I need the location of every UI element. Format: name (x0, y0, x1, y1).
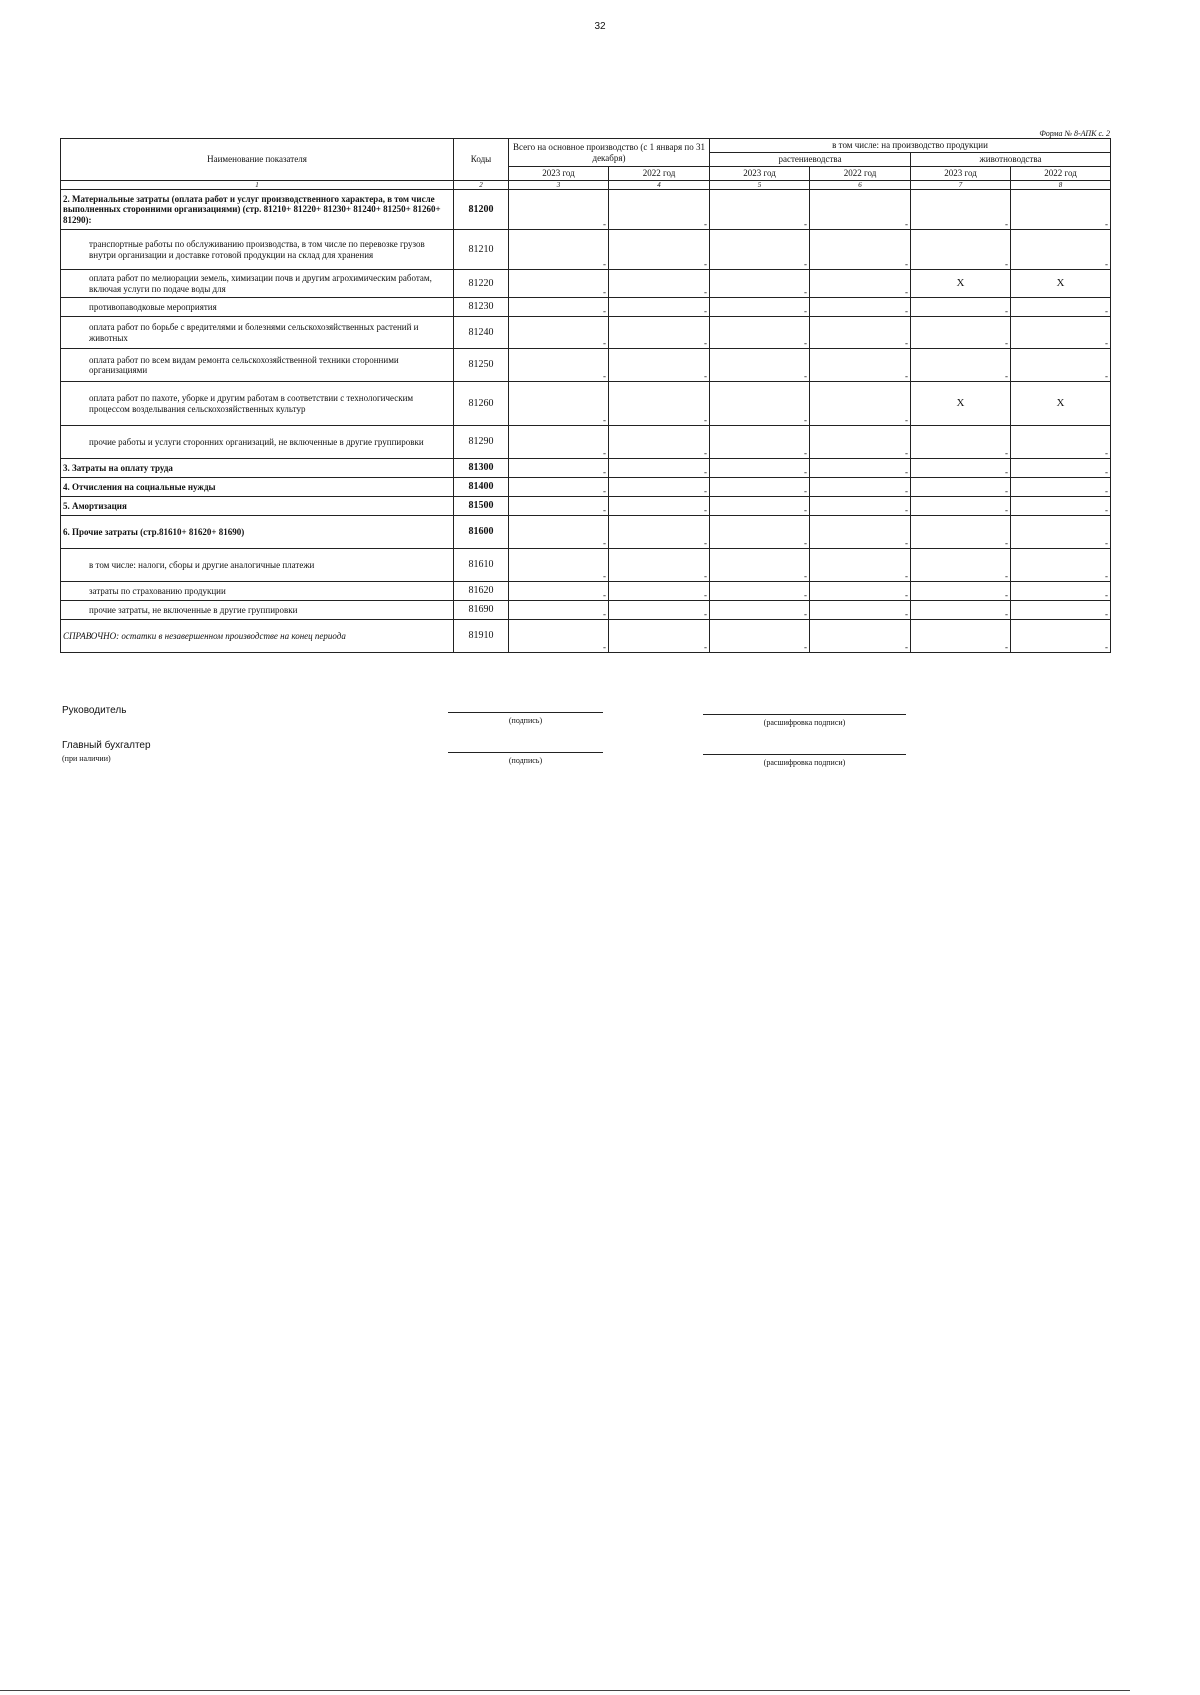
value-cell[interactable] (1011, 582, 1111, 601)
value-cell[interactable] (609, 382, 710, 426)
empty-value-dash: - (603, 571, 606, 582)
empty-value-dash: - (804, 642, 808, 653)
empty-value-dash: - (1105, 590, 1109, 601)
empty-value-dash: - (704, 306, 708, 317)
empty-value-dash: - (1005, 259, 1009, 270)
empty-value-dash: - (1105, 505, 1109, 516)
empty-value-dash: - (704, 467, 708, 478)
header-animal: животноводства (911, 153, 1111, 167)
table-row (61, 549, 1111, 582)
value-cell[interactable] (911, 317, 1011, 349)
row-name: прочие затраты, не включенные в другие группировки (61, 601, 454, 620)
row-name: транспортные работы по обслуживанию производства, в том числе по перевозке грузов внутри организации и доставке готовой продукции на склад для хранения (61, 230, 454, 270)
empty-value-dash: - (1005, 448, 1009, 459)
empty-value-dash: - (905, 467, 909, 478)
value-cell[interactable] (509, 317, 609, 349)
table-row (61, 620, 1111, 653)
value-cell[interactable] (609, 230, 710, 270)
value-cell[interactable] (911, 601, 1011, 620)
empty-value-dash: - (1005, 219, 1009, 230)
table-row (61, 459, 1111, 478)
value-cell[interactable] (1011, 497, 1111, 516)
empty-value-dash: - (804, 467, 808, 478)
table-row (61, 298, 1111, 317)
row-code: 81220 (454, 270, 509, 298)
table-row (61, 382, 1111, 426)
value-cell[interactable] (710, 478, 810, 497)
value-cell[interactable] (1011, 426, 1111, 459)
empty-value-dash: - (603, 259, 606, 270)
value-cell[interactable] (509, 349, 609, 382)
row-code: 81200 (454, 190, 509, 230)
value-cell[interactable] (1011, 549, 1111, 582)
value-cell[interactable] (509, 298, 609, 317)
empty-value-dash: - (905, 371, 909, 382)
signature-caption: (подпись) (508, 756, 543, 765)
value-cell[interactable] (1011, 620, 1111, 653)
empty-value-dash: - (905, 538, 909, 549)
column-number: 5 (710, 181, 810, 190)
empty-value-dash: - (603, 590, 606, 601)
value-cell[interactable] (609, 601, 710, 620)
value-cell[interactable] (509, 270, 609, 298)
empty-value-dash: - (603, 609, 606, 620)
empty-value-dash: - (804, 306, 808, 317)
empty-value-dash: - (1005, 338, 1009, 349)
value-cell[interactable] (911, 549, 1011, 582)
value-cell[interactable] (710, 582, 810, 601)
value-cell[interactable] (609, 426, 710, 459)
value-cell[interactable] (609, 298, 710, 317)
cost-table (60, 138, 1111, 653)
empty-value-dash: - (704, 609, 708, 620)
value-cell[interactable] (509, 549, 609, 582)
value-cell[interactable] (911, 270, 1011, 298)
empty-value-dash: - (1105, 338, 1109, 349)
value-cell[interactable] (609, 270, 710, 298)
value-cell[interactable] (911, 190, 1011, 230)
value-cell[interactable] (609, 516, 710, 549)
not-applicable-mark: X (956, 397, 965, 410)
empty-value-dash: - (905, 642, 909, 653)
row-name: 4. Отчисления на социальные нужды (61, 478, 454, 497)
value-cell[interactable] (609, 349, 710, 382)
value-cell[interactable] (1011, 190, 1111, 230)
value-cell[interactable] (810, 582, 911, 601)
value-cell[interactable] (810, 459, 911, 478)
value-cell[interactable] (609, 190, 710, 230)
table-row (61, 601, 1111, 620)
table-row (61, 317, 1111, 349)
value-cell[interactable] (609, 549, 710, 582)
column-number: 2 (454, 181, 509, 190)
value-cell[interactable] (1011, 298, 1111, 317)
value-cell[interactable] (710, 497, 810, 516)
empty-value-dash: - (704, 259, 708, 270)
value-cell[interactable] (810, 426, 911, 459)
row-code: 81210 (454, 230, 509, 270)
value-cell[interactable] (509, 601, 609, 620)
table-row (61, 349, 1111, 382)
table-row (61, 516, 1111, 549)
value-cell[interactable] (810, 349, 911, 382)
empty-value-dash: - (603, 538, 606, 549)
value-cell[interactable] (911, 620, 1011, 653)
row-name: затраты по страхованию продукции (61, 582, 454, 601)
accountant-decoding-line[interactable] (703, 754, 906, 755)
chief-accountant-note: (при наличии) (62, 754, 111, 763)
page-number: 32 (594, 21, 606, 32)
row-name: оплата работ по пахоте, уборке и другим работам в соответствии с технологическим процессом возделывания сельскохозяйственных культур (61, 382, 454, 426)
empty-value-dash: - (603, 448, 606, 459)
empty-value-dash: - (1105, 448, 1109, 459)
table-row (61, 230, 1111, 270)
value-cell[interactable] (911, 349, 1011, 382)
empty-value-dash: - (1105, 371, 1109, 382)
decoding-caption: (расшифровка подписи) (763, 758, 846, 767)
value-cell[interactable] (810, 478, 911, 497)
empty-value-dash: - (804, 338, 808, 349)
value-cell[interactable] (810, 620, 911, 653)
row-code: 81250 (454, 349, 509, 382)
row-name: СПРАВОЧНО: остатки в незавершенном производстве на конец периода (61, 620, 454, 653)
empty-value-dash: - (1105, 571, 1109, 582)
value-cell[interactable] (911, 497, 1011, 516)
row-code: 81400 (454, 478, 509, 497)
empty-value-dash: - (704, 415, 708, 426)
empty-value-dash: - (1005, 505, 1009, 516)
not-applicable-mark: X (956, 277, 965, 290)
empty-value-dash: - (704, 338, 708, 349)
table-body (61, 190, 1111, 653)
empty-value-dash: - (905, 219, 909, 230)
table-row (61, 270, 1111, 298)
column-number: 7 (911, 181, 1011, 190)
row-code: 81290 (454, 426, 509, 459)
empty-value-dash: - (704, 642, 708, 653)
value-cell[interactable] (1011, 516, 1111, 549)
empty-value-dash: - (905, 448, 909, 459)
header-including: в том числе: на производство продукции (710, 139, 1111, 153)
empty-value-dash: - (905, 590, 909, 601)
chief-accountant-label: Главный бухгалтер (62, 740, 151, 751)
header-year: 2022 год (1011, 167, 1111, 181)
value-cell[interactable] (509, 382, 609, 426)
empty-value-dash: - (905, 338, 909, 349)
empty-value-dash: - (905, 571, 909, 582)
value-cell[interactable] (911, 426, 1011, 459)
value-cell[interactable] (911, 516, 1011, 549)
empty-value-dash: - (603, 415, 606, 426)
row-name: 5. Амортизация (61, 497, 454, 516)
row-name: прочие работы и услуги сторонних организаций, не включенные в другие группировки (61, 426, 454, 459)
column-number: 3 (509, 181, 609, 190)
accountant-signature-line[interactable] (448, 752, 603, 753)
row-code: 81500 (454, 497, 509, 516)
value-cell[interactable] (1011, 478, 1111, 497)
row-name: оплата работ по мелиорации земель, химизации почв и другим агрохимическим работам, включая услуги по подаче воды для (61, 270, 454, 298)
value-cell[interactable] (1011, 230, 1111, 270)
value-cell[interactable] (509, 230, 609, 270)
empty-value-dash: - (1105, 259, 1109, 270)
value-cell[interactable] (509, 478, 609, 497)
value-cell[interactable] (1011, 601, 1111, 620)
header-year: 2022 год (810, 167, 911, 181)
column-number: 8 (1011, 181, 1111, 190)
value-cell[interactable] (710, 298, 810, 317)
row-name: 3. Затраты на оплату труда (61, 459, 454, 478)
empty-value-dash: - (1005, 571, 1009, 582)
decoding-caption: (расшифровка подписи) (763, 718, 846, 727)
value-cell[interactable] (810, 270, 911, 298)
row-code: 81620 (454, 582, 509, 601)
not-applicable-mark: X (1056, 277, 1065, 290)
column-number: 4 (609, 181, 710, 190)
empty-value-dash: - (804, 371, 808, 382)
empty-value-dash: - (804, 609, 808, 620)
value-cell[interactable] (509, 459, 609, 478)
empty-value-dash: - (1105, 538, 1109, 549)
column-number: 6 (810, 181, 911, 190)
empty-value-dash: - (704, 219, 708, 230)
empty-value-dash: - (603, 642, 606, 653)
empty-value-dash: - (1005, 486, 1009, 497)
value-cell[interactable] (911, 459, 1011, 478)
header-year: 2023 год (911, 167, 1011, 181)
value-cell[interactable] (509, 497, 609, 516)
empty-value-dash: - (905, 259, 909, 270)
value-cell[interactable] (509, 620, 609, 653)
value-cell[interactable] (710, 349, 810, 382)
value-cell[interactable] (810, 601, 911, 620)
value-cell[interactable] (810, 298, 911, 317)
empty-value-dash: - (704, 571, 708, 582)
empty-value-dash: - (1105, 609, 1109, 620)
empty-value-dash: - (804, 571, 808, 582)
value-cell[interactable] (911, 582, 1011, 601)
header-year: 2022 год (609, 167, 710, 181)
value-cell[interactable] (609, 497, 710, 516)
value-cell[interactable] (810, 497, 911, 516)
value-cell[interactable] (710, 382, 810, 426)
value-cell[interactable] (710, 516, 810, 549)
row-name: оплата работ по борьбе с вредителями и болезнями сельскохозяйственных растений и животных (61, 317, 454, 349)
empty-value-dash: - (804, 219, 808, 230)
empty-value-dash: - (603, 306, 606, 317)
empty-value-dash: - (1005, 642, 1009, 653)
value-cell[interactable] (710, 270, 810, 298)
row-name: 2. Материальные затраты (оплата работ и услуг производственного характера, в том числе выполненных сторонними организациями) (стр. 81210+ 81220+ 81230+ 81240+ 81250+ 81260+ 81290): (61, 190, 454, 230)
header-name: Наименование показателя (61, 139, 454, 181)
empty-value-dash: - (905, 287, 909, 298)
empty-value-dash: - (603, 371, 606, 382)
value-cell[interactable] (810, 549, 911, 582)
header-year: 2023 год (509, 167, 609, 181)
header-year: 2023 год (710, 167, 810, 181)
value-cell[interactable] (710, 317, 810, 349)
value-cell[interactable] (710, 459, 810, 478)
empty-value-dash: - (804, 415, 808, 426)
empty-value-dash: - (704, 486, 708, 497)
header-total: Всего на основное производство (с 1 января по 31 декабря) (509, 139, 710, 167)
row-code: 81230 (454, 298, 509, 317)
empty-value-dash: - (704, 590, 708, 601)
value-cell[interactable] (609, 459, 710, 478)
row-code: 81260 (454, 382, 509, 426)
value-cell[interactable] (911, 382, 1011, 426)
head-label: Руководитель (62, 705, 127, 716)
value-cell[interactable] (911, 478, 1011, 497)
value-cell[interactable] (710, 230, 810, 270)
empty-value-dash: - (603, 505, 606, 516)
empty-value-dash: - (804, 448, 808, 459)
empty-value-dash: - (603, 467, 606, 478)
value-cell[interactable] (609, 620, 710, 653)
form-reference: Форма № 8-АПК с. 2 (1039, 129, 1110, 138)
empty-value-dash: - (603, 338, 606, 349)
empty-value-dash: - (905, 609, 909, 620)
empty-value-dash: - (1105, 219, 1109, 230)
empty-value-dash: - (1005, 371, 1009, 382)
value-cell[interactable] (609, 478, 710, 497)
value-cell[interactable] (509, 516, 609, 549)
empty-value-dash: - (804, 486, 808, 497)
value-cell[interactable] (710, 601, 810, 620)
empty-value-dash: - (603, 287, 606, 298)
row-name: противопаводковые мероприятия (61, 298, 454, 317)
empty-value-dash: - (804, 538, 808, 549)
row-name: 6. Прочие затраты (стр.81610+ 81620+ 81690) (61, 516, 454, 549)
not-applicable-mark: X (1056, 397, 1065, 410)
head-decoding-line[interactable] (703, 714, 906, 715)
value-cell[interactable] (1011, 270, 1111, 298)
scan-edge-line (0, 1690, 1130, 1691)
empty-value-dash: - (704, 538, 708, 549)
value-cell[interactable] (810, 230, 911, 270)
empty-value-dash: - (1005, 609, 1009, 620)
row-code: 81300 (454, 459, 509, 478)
table-row (61, 478, 1111, 497)
empty-value-dash: - (905, 306, 909, 317)
empty-value-dash: - (704, 448, 708, 459)
value-cell[interactable] (509, 190, 609, 230)
table-row (61, 497, 1111, 516)
value-cell[interactable] (911, 298, 1011, 317)
value-cell[interactable] (1011, 459, 1111, 478)
empty-value-dash: - (905, 505, 909, 516)
empty-value-dash: - (704, 505, 708, 516)
header-crop: растениеводства (710, 153, 911, 167)
value-cell[interactable] (1011, 382, 1111, 426)
value-cell[interactable] (509, 582, 609, 601)
empty-value-dash: - (603, 486, 606, 497)
empty-value-dash: - (804, 590, 808, 601)
value-cell[interactable] (509, 426, 609, 459)
empty-value-dash: - (1005, 590, 1009, 601)
empty-value-dash: - (1005, 538, 1009, 549)
value-cell[interactable] (810, 317, 911, 349)
value-cell[interactable] (710, 549, 810, 582)
row-code: 81610 (454, 549, 509, 582)
empty-value-dash: - (704, 371, 708, 382)
row-code: 81240 (454, 317, 509, 349)
empty-value-dash: - (1105, 306, 1109, 317)
row-code: 81910 (454, 620, 509, 653)
column-number: 1 (61, 181, 454, 190)
empty-value-dash: - (1105, 486, 1109, 497)
row-name: в том числе: налоги, сборы и другие аналогичные платежи (61, 549, 454, 582)
empty-value-dash: - (704, 287, 708, 298)
table-row (61, 582, 1111, 601)
value-cell[interactable] (710, 190, 810, 230)
value-cell[interactable] (911, 230, 1011, 270)
value-cell[interactable] (1011, 349, 1111, 382)
empty-value-dash: - (804, 505, 808, 516)
empty-value-dash: - (1005, 467, 1009, 478)
value-cell[interactable] (710, 620, 810, 653)
empty-value-dash: - (1105, 467, 1109, 478)
empty-value-dash: - (905, 486, 909, 497)
row-code: 81690 (454, 601, 509, 620)
row-code: 81600 (454, 516, 509, 549)
value-cell[interactable] (1011, 317, 1111, 349)
empty-value-dash: - (1005, 306, 1009, 317)
empty-value-dash: - (905, 415, 909, 426)
empty-value-dash: - (1105, 642, 1109, 653)
value-cell[interactable] (710, 426, 810, 459)
head-signature-line[interactable] (448, 712, 603, 713)
empty-value-dash: - (804, 259, 808, 270)
value-cell[interactable] (810, 190, 911, 230)
value-cell[interactable] (810, 382, 911, 426)
table-row (61, 426, 1111, 459)
table-row (61, 190, 1111, 230)
empty-value-dash: - (603, 219, 606, 230)
value-cell[interactable] (810, 516, 911, 549)
empty-value-dash: - (804, 287, 808, 298)
row-name: оплата работ по всем видам ремонта сельскохозяйственной техники сторонними организациями (61, 349, 454, 382)
value-cell[interactable] (609, 582, 710, 601)
signature-caption: (подпись) (508, 716, 543, 725)
value-cell[interactable] (609, 317, 710, 349)
header-codes: Коды (454, 139, 509, 181)
